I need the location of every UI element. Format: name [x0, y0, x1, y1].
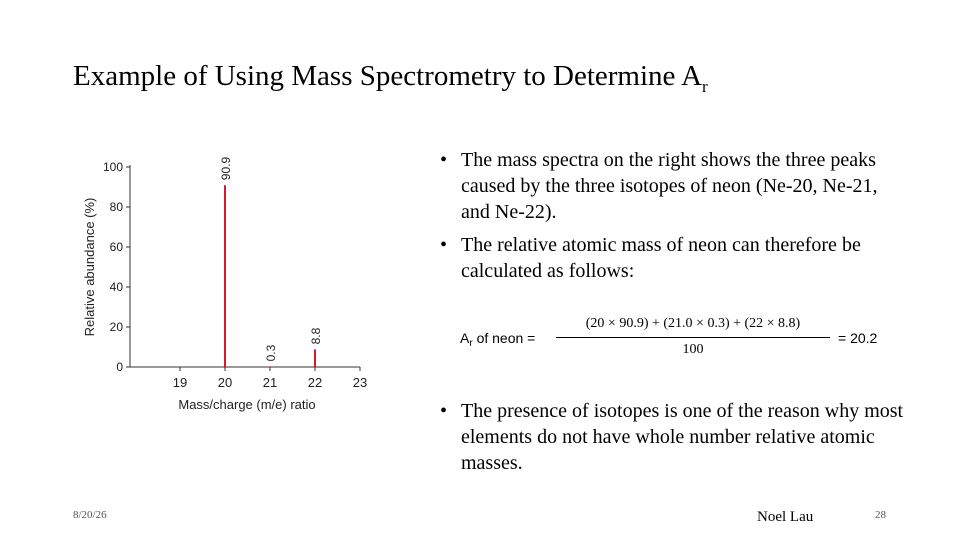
formula-denominator: 100	[682, 342, 704, 357]
x-tick-label: 21	[262, 375, 278, 390]
y-tick-label: 80	[109, 200, 123, 214]
mass-spectrum-chart	[70, 140, 400, 430]
y-tick-label: 0	[116, 360, 123, 374]
x-tick-label: 22	[307, 375, 323, 390]
fraction-bar	[556, 337, 830, 338]
peak-value-label: 90.9	[219, 156, 233, 181]
x-tick-label: 23	[352, 375, 368, 390]
slide-title	[73, 60, 708, 97]
formula-fraction	[556, 316, 830, 360]
footer-date: 8/20/26	[73, 509, 107, 521]
bullet-text: The relative atomic mass of neon can therefore be calculated as follows:	[461, 234, 861, 282]
bullet-item	[440, 232, 910, 284]
formula-lhs-text: of neon =	[472, 330, 536, 346]
bullet-text: The presence of isotopes is one of the reason why most elements do not have whole number relative atomic masses.	[461, 400, 904, 474]
x-tick-label: 20	[217, 375, 233, 390]
footer-author: Noel Lau	[757, 509, 814, 525]
slide-number: 28	[875, 509, 886, 521]
bullet-list-bottom	[440, 398, 910, 476]
y-tick-label: 100	[102, 160, 123, 174]
y-tick-label: 20	[109, 320, 123, 334]
bullet-dot: •	[440, 234, 448, 256]
bullet-dot: •	[440, 400, 448, 422]
formula-lhs-symbol: A	[460, 330, 470, 346]
x-axis-label: Mass/charge (m/e) ratio	[178, 397, 316, 412]
formula-result: = 20.2	[838, 330, 878, 346]
y-tick-label: 60	[109, 240, 123, 254]
bullet-dot: •	[440, 149, 448, 171]
title-subscript: r	[702, 77, 708, 96]
y-axis-label: Relative abundance (%)	[82, 197, 97, 337]
peak-value-label: 8.8	[309, 327, 323, 345]
formula-lhs-subscript: r	[469, 338, 473, 349]
peak-value-label: 0.3	[264, 344, 278, 362]
bullet-text: The mass spectra on the right shows the three peaks caused by the three isotopes of neon (Ne-20, Ne-21, and Ne-22).	[461, 149, 878, 223]
y-tick-label: 40	[109, 280, 123, 294]
x-tick-label: 19	[172, 375, 188, 390]
bullet-item	[440, 398, 910, 476]
bullet-list	[440, 147, 910, 291]
bullet-item	[440, 147, 910, 225]
title-text: Example of Using Mass Spectrometry to Determine A	[73, 60, 703, 92]
formula-numerator: (20 × 90.9) + (21.0 × 0.3) + (22 × 8.8)	[585, 316, 801, 331]
formula-lhs	[460, 330, 535, 349]
